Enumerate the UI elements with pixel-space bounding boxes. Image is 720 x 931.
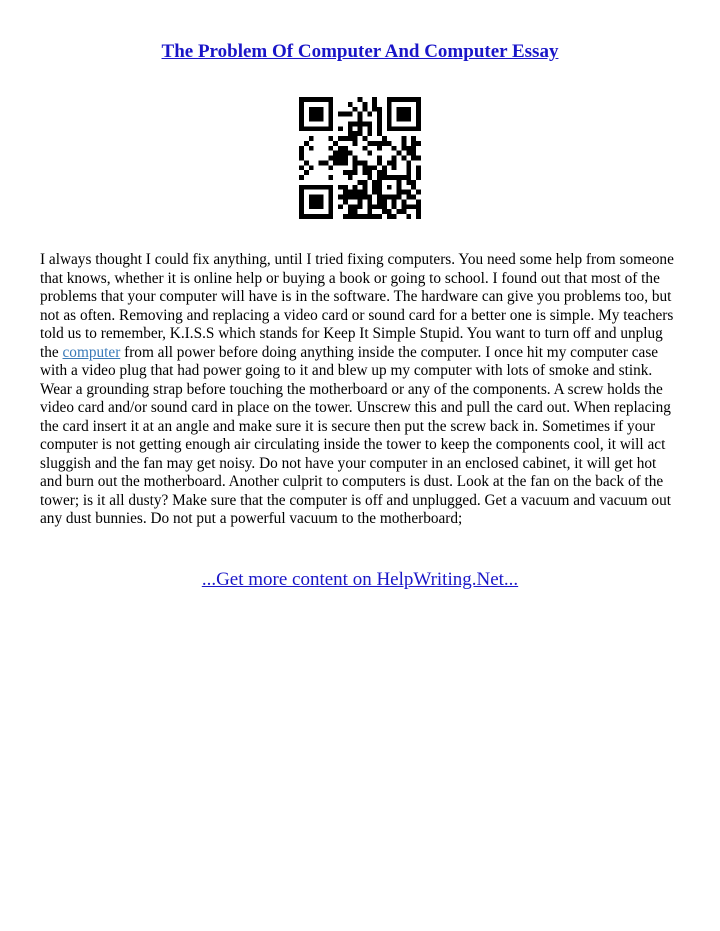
more-content-link[interactable]: ...Get more content on HelpWriting.Net... — [201, 569, 519, 590]
page-title — [0, 40, 720, 64]
essay-body — [40, 251, 682, 529]
essay-text-part1: I always thought I could fix anything, until I tried fixing computers. You need some help from someone that knows, whether it is online help or buying a book or going to school. I found out that most of the problems that your computer will have is in the software. The hardware can give you problems too, but not as often. Removing and replacing a video card or sound card for a better one is simple. My teachers told us to remember, K.I.S.S which stands for Keep It Simple Stupid. You want to turn off and unplug the — [40, 251, 674, 361]
qr-code-icon — [299, 97, 421, 219]
essay-text-part2: from all power before doing anything inside the computer. I once hit my computer case with a video plug that had power going to it and blew up my computer with lots of smoke and stink. Wear a grounding strap before touching the motherboard or any of the components. A screw holds the video card and/or sound card in place on the tower. Unscrew this and pull the card out. When replacing the card insert it at an angle and make sure it is secure then put the screw back in. Sometimes if your computer is not getting enough air circulating inside the tower to keep the components cool, it will act sluggish and the fan may get noisy. Do not have your computer in an enclosed cabinet, it will get hot and burn out the motherboard. Another culprit to computers is dust. Look at the fan on the back of the tower; is it all dusty? Make sure that the computer is off and unplugged. Get a vacuum and vacuum out any dust bunnies. Do not put a powerful vacuum to the motherboard; — [40, 343, 671, 527]
title-link[interactable]: The Problem Of Computer And Computer Essay — [161, 41, 559, 62]
more-content — [0, 568, 720, 592]
computer-link[interactable]: computer — [62, 343, 121, 361]
